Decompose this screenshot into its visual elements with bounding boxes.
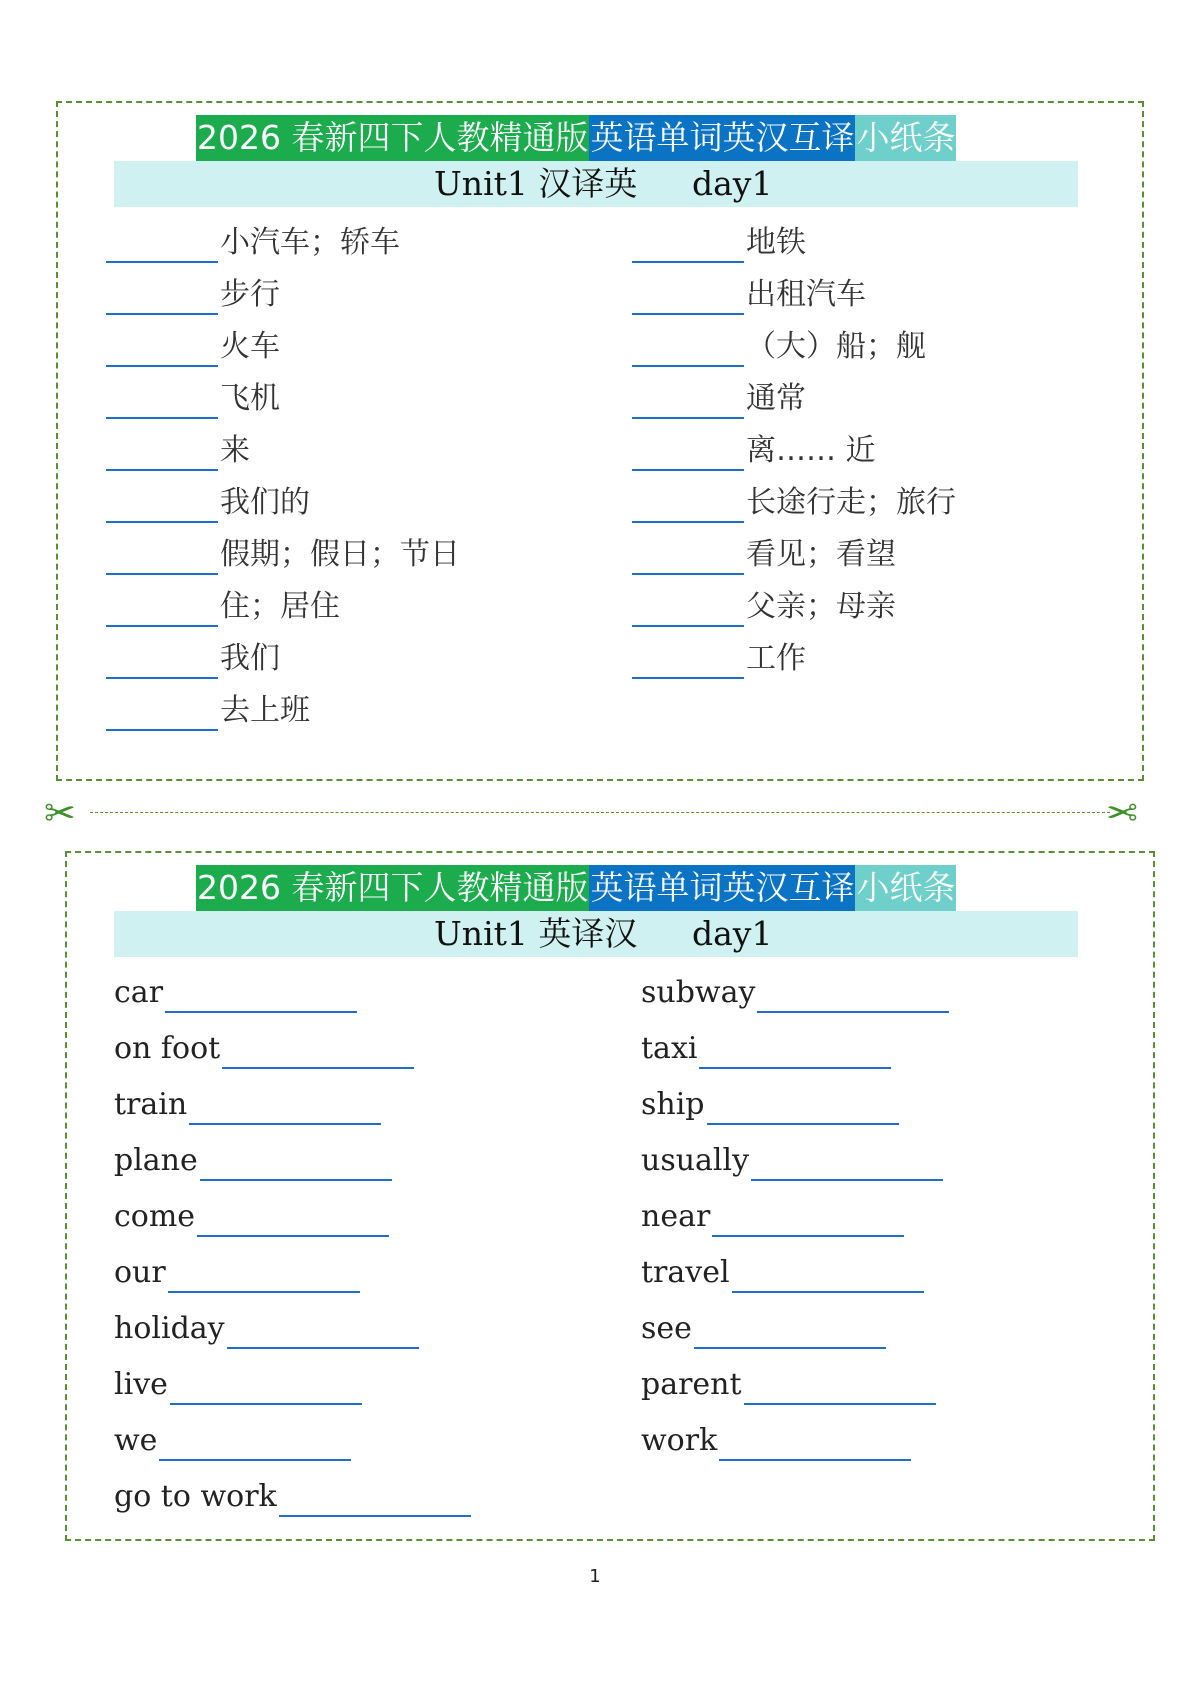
answer-blank[interactable] [106, 277, 218, 315]
answer-blank[interactable] [168, 1255, 360, 1293]
english-word: plane [114, 1143, 198, 1178]
chinese-word: 工作 [746, 641, 806, 676]
cut-line-divider [90, 812, 1110, 813]
list-item [632, 623, 806, 679]
answer-blank[interactable] [165, 975, 357, 1013]
chinese-word: 通常 [746, 381, 806, 416]
chinese-word: 我们 [220, 641, 280, 676]
answer-blank[interactable] [189, 1087, 381, 1125]
answer-blank[interactable] [106, 589, 218, 627]
chinese-word: 飞机 [220, 381, 280, 416]
list-item [632, 311, 926, 367]
list-item [632, 259, 866, 315]
chinese-word: 看见；看望 [746, 537, 896, 572]
english-word: parent [641, 1367, 742, 1402]
answer-blank[interactable] [632, 381, 744, 419]
list-item [114, 1405, 351, 1461]
chinese-word: 父亲；母亲 [746, 589, 896, 624]
answer-blank[interactable] [712, 1199, 904, 1237]
day-label: day1 [692, 914, 773, 953]
chinese-word: 我们的 [220, 485, 310, 520]
chinese-word: 火车 [220, 329, 280, 364]
banner-grade-segment: 2026 春新四下人教精通版 [196, 865, 589, 911]
answer-blank[interactable] [699, 1031, 891, 1069]
answer-blank[interactable] [719, 1423, 911, 1461]
english-word: live [114, 1367, 168, 1402]
answer-blank[interactable] [632, 589, 744, 627]
chinese-word: 出租汽车 [746, 277, 866, 312]
answer-blank[interactable] [106, 381, 218, 419]
answer-blank[interactable] [632, 277, 744, 315]
day-label: day1 [692, 164, 773, 203]
list-item [114, 1293, 419, 1349]
list-item [641, 1349, 936, 1405]
list-item [641, 1125, 943, 1181]
answer-blank[interactable] [106, 641, 218, 679]
answer-blank[interactable] [632, 433, 744, 471]
english-word: ship [641, 1087, 705, 1122]
list-item [114, 1013, 414, 1069]
list-item [641, 1013, 891, 1069]
chinese-word: 离…… 近 [746, 433, 876, 468]
unit-subtitle-bar [114, 161, 1078, 207]
answer-blank[interactable] [632, 537, 744, 575]
list-item [632, 363, 806, 419]
worksheet-en-to-zh [65, 851, 1155, 1541]
answer-blank[interactable] [106, 693, 218, 731]
banner-type-segment: 小纸条 [855, 865, 956, 911]
english-word: train [114, 1087, 188, 1122]
list-item [114, 1461, 471, 1517]
list-item [632, 467, 956, 523]
list-item [106, 675, 310, 731]
list-item [106, 363, 280, 419]
answer-blank[interactable] [694, 1311, 886, 1349]
chinese-word: （大）船；舰 [746, 329, 926, 364]
list-item [106, 519, 460, 575]
english-word: usually [641, 1143, 750, 1178]
answer-blank[interactable] [200, 1143, 392, 1181]
english-word: see [641, 1311, 692, 1346]
chinese-word: 去上班 [220, 693, 310, 728]
answer-blank[interactable] [732, 1255, 924, 1293]
answer-blank[interactable] [757, 975, 949, 1013]
answer-blank[interactable] [106, 433, 218, 471]
list-item [106, 467, 310, 523]
english-word: taxi [641, 1031, 698, 1066]
english-word: subway [641, 975, 756, 1010]
answer-blank[interactable] [744, 1367, 936, 1405]
word-list [67, 957, 1153, 1532]
answer-blank[interactable] [106, 485, 218, 523]
answer-blank[interactable] [222, 1031, 414, 1069]
list-item [114, 1237, 360, 1293]
list-item [114, 1125, 392, 1181]
list-item [114, 957, 357, 1013]
chinese-word: 长途行走；旅行 [746, 485, 956, 520]
answer-blank[interactable] [751, 1143, 943, 1181]
answer-blank[interactable] [159, 1423, 351, 1461]
list-item [106, 207, 400, 263]
list-item [114, 1349, 362, 1405]
list-item [632, 207, 806, 263]
chinese-word: 小汽车；轿车 [220, 225, 400, 260]
answer-blank[interactable] [632, 225, 744, 263]
worksheet-zh-to-en [56, 101, 1144, 781]
worksheet-banner [196, 115, 956, 161]
list-item [632, 571, 896, 627]
english-word: car [114, 975, 164, 1010]
unit-subtitle-bar [114, 911, 1078, 957]
answer-blank[interactable] [170, 1367, 362, 1405]
list-item [114, 1181, 389, 1237]
english-word: holiday [114, 1311, 225, 1346]
scissors-icon: ✂ [1106, 791, 1138, 835]
list-item [641, 1293, 886, 1349]
answer-blank[interactable] [106, 537, 218, 575]
list-item [106, 623, 280, 679]
banner-topic-segment: 英语单词英汉互译 [589, 115, 855, 161]
list-item [641, 1069, 899, 1125]
list-item [106, 415, 250, 471]
chinese-word: 地铁 [746, 225, 806, 260]
list-item [641, 1237, 924, 1293]
english-word: we [114, 1423, 158, 1458]
banner-grade-segment: 2026 春新四下人教精通版 [196, 115, 589, 161]
list-item [641, 1181, 904, 1237]
english-word: travel [641, 1255, 730, 1290]
unit-title: Unit1 汉译英 [434, 164, 638, 203]
list-item [641, 1405, 911, 1461]
answer-blank[interactable] [632, 641, 744, 679]
list-item [114, 1069, 381, 1125]
worksheet-banner [196, 865, 956, 911]
banner-type-segment: 小纸条 [855, 115, 956, 161]
list-item [632, 519, 896, 575]
unit-title: Unit1 英译汉 [434, 914, 638, 953]
list-item [106, 259, 280, 315]
answer-blank[interactable] [106, 329, 218, 367]
list-item [106, 571, 340, 627]
banner-topic-segment: 英语单词英汉互译 [589, 865, 855, 911]
word-list [58, 207, 1142, 782]
english-word: go to work [114, 1479, 277, 1514]
chinese-word: 假期；假日；节日 [220, 537, 460, 572]
answer-blank[interactable] [106, 225, 218, 263]
chinese-word: 住；居住 [220, 589, 340, 624]
english-word: our [114, 1255, 166, 1290]
answer-blank[interactable] [632, 329, 744, 367]
page-number: 1 [589, 1566, 601, 1587]
list-item [632, 415, 876, 471]
english-word: work [641, 1423, 718, 1458]
english-word: come [114, 1199, 196, 1234]
answer-blank[interactable] [632, 485, 744, 523]
answer-blank[interactable] [707, 1087, 899, 1125]
chinese-word: 步行 [220, 277, 280, 312]
answer-blank[interactable] [197, 1199, 389, 1237]
scissors-icon: ✂ [44, 791, 76, 835]
english-word: near [641, 1199, 711, 1234]
list-item [641, 957, 949, 1013]
chinese-word: 来 [220, 433, 250, 468]
list-item [106, 311, 280, 367]
answer-blank[interactable] [227, 1311, 419, 1349]
answer-blank[interactable] [279, 1479, 471, 1517]
english-word: on foot [114, 1031, 221, 1066]
